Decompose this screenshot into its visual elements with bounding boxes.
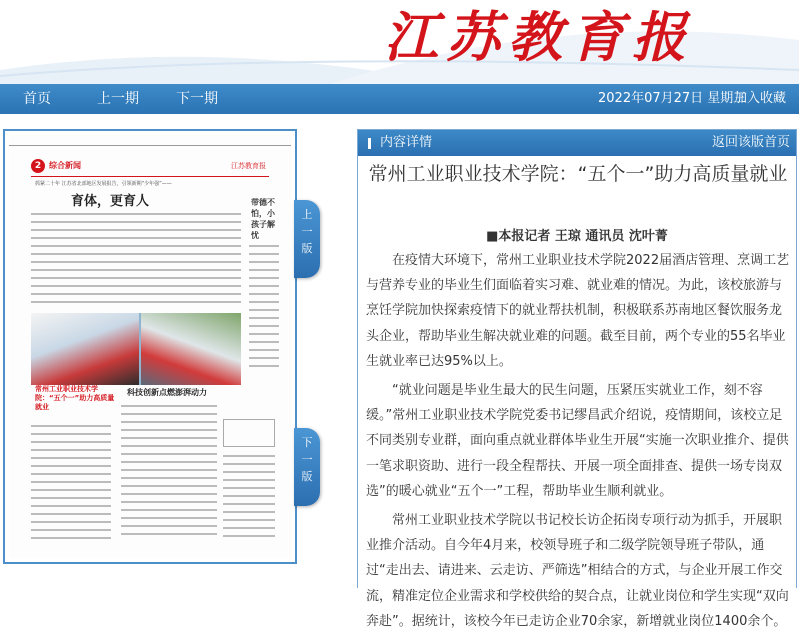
- thumb-text-line: [249, 365, 279, 367]
- thumb-text-line: [31, 301, 241, 303]
- thumb-text-line: [223, 487, 275, 489]
- thumb-text-line: [121, 501, 217, 503]
- back-to-page-link[interactable]: 返回该版首页: [711, 135, 790, 150]
- thumb-text-line: [121, 413, 217, 415]
- thumb-kicker: 抓紧二十年 江苏省北部地区发展报告，引领新期“少年强”——: [35, 181, 172, 187]
- thumb-text-line: [31, 269, 241, 271]
- thumb-text-line: [31, 505, 111, 507]
- thumb-box-item[interactable]: [223, 419, 275, 447]
- thumb-text-line: [121, 469, 217, 471]
- thumb-text-line: [249, 293, 279, 295]
- content-header-bar: [358, 130, 796, 156]
- thumb-text-line: [31, 497, 111, 499]
- section-number-badge: 2: [31, 159, 45, 173]
- thumb-photo[interactable]: [31, 313, 241, 385]
- content-bar-label: 内容详情: [380, 135, 433, 150]
- masthead: [0, 0, 799, 84]
- thumb-text-line: [31, 513, 111, 515]
- thumb-headline[interactable]: 育体，更育人: [71, 194, 150, 209]
- article-content-panel: [357, 129, 797, 629]
- thumb-text-line: [31, 253, 241, 255]
- thumb-text-line: [249, 277, 279, 279]
- thumb-side-headline[interactable]: 带德不怕，小孩子解忧: [251, 198, 275, 240]
- thumb-text-line: [121, 405, 217, 407]
- thumb-text-line: [31, 521, 111, 523]
- issue-date: 2022年07月27日 星期三: [598, 91, 747, 106]
- thumb-rule: [9, 145, 291, 146]
- prev-page-tab-char: 上: [301, 208, 313, 221]
- thumb-text-line: [31, 433, 111, 435]
- section-paper-name: 江苏教育报: [231, 162, 266, 170]
- thumb-text-line: [249, 357, 279, 359]
- next-page-tab-char: 一: [301, 453, 313, 466]
- thumb-text-line: [223, 471, 275, 473]
- thumb-text-line: [249, 301, 279, 303]
- thumb-text-line: [31, 293, 241, 295]
- thumb-text-line: [121, 437, 217, 439]
- thumb-text-line: [31, 229, 241, 231]
- thumb-text-line: [223, 519, 275, 521]
- thumb-text-line: [223, 503, 275, 505]
- nav-home-link[interactable]: 首页: [23, 91, 51, 107]
- thumb-text-line: [249, 333, 279, 335]
- thumb-text-line: [249, 261, 279, 263]
- thumb-text-line: [249, 285, 279, 287]
- thumb-text-line: [31, 245, 241, 247]
- thumb-text-line: [31, 425, 111, 427]
- thumb-text-line: [31, 457, 111, 459]
- thumb-text-line: [121, 525, 217, 527]
- thumb-sub-story-1[interactable]: 常州工业职业技术学院：“五个一”助力高质量就业: [35, 385, 115, 411]
- article-byline: ■本报记者 王琼 通讯员 沈叶菁: [486, 229, 668, 244]
- article-paragraph: “就业问题是毕业生最大的民生问题，压紧压实就业工作，刻不容缓。”常州工业职业技术学院党委书记缪昌武介绍说，疫情期间，该校立足不同类别专业群，面向重点就业群体毕业生开展“实施一次职业推介、提供一笔求职资助、进行一段全程帮扶、开展一项全面排查、提供一场专岗双选”的暖心就业“五个一”工程，帮助毕业生顺利就业。: [366, 383, 789, 499]
- page-preview-panel: [3, 129, 297, 564]
- thumb-text-line: [249, 309, 279, 311]
- thumb-text-line: [31, 481, 111, 483]
- thumb-text-line: [31, 473, 111, 475]
- add-favorite-link[interactable]: 加入收藏: [734, 91, 787, 106]
- thumb-top-rule: [31, 176, 269, 177]
- thumb-text-line: [249, 349, 279, 351]
- prev-page-tab-char: 版: [301, 242, 313, 255]
- thumb-text-line: [121, 429, 217, 431]
- next-page-tab-char: 下: [301, 436, 313, 449]
- thumb-text-line: [121, 477, 217, 479]
- prev-page-tab[interactable]: [294, 200, 320, 278]
- thumb-text-line: [223, 455, 275, 457]
- thumb-text-line: [31, 261, 241, 263]
- thumb-text-line: [121, 509, 217, 511]
- thumb-text-line: [31, 449, 111, 451]
- thumb-text-line: [223, 479, 275, 481]
- thumb-text-line: [31, 529, 111, 531]
- thumb-text-line: [249, 269, 279, 271]
- thumb-text-line: [121, 421, 217, 423]
- article-paragraph: 在疫情大环境下，常州工业职业技术学院2022届酒店管理、烹调工艺与营养专业的毕业生们面临着实习难、就业难的情况。为此，该校旅游与烹饪学院加快探索疫情下的就业帮扶机制，积极联系苏南地区餐饮服务龙头企业，帮助毕业生解决就业难的问题。截至目前，两个专业的55名毕业生就业率已达95%以上。: [366, 253, 790, 369]
- thumb-text-line: [121, 533, 217, 535]
- thumb-text-line: [249, 317, 279, 319]
- thumb-text-line: [249, 253, 279, 255]
- thumb-text-line: [223, 495, 275, 497]
- thumb-text-line: [31, 277, 241, 279]
- thumb-text-line: [223, 511, 275, 513]
- thumb-text-line: [249, 341, 279, 343]
- thumb-text-line: [249, 325, 279, 327]
- article-paragraph: 常州工业职业技术学院以书记校长访企拓岗专项行动为抓手，开展职业推介活动。自今年4月来，校领导班子和二级学院领导班子带队，通过“走出去、请进来、云走访、严筛选”相结合的方式，与企业开展工作交流，精准定位企业需求和学校供给的契合点，让就业岗位和学生实现“双向奔赴”。据统计，该校今年已走访企业70余家，新增就业岗位1400余个。: [366, 513, 789, 629]
- nav-prev-issue-link[interactable]: 上一期: [97, 91, 139, 107]
- thumb-text-line: [121, 493, 217, 495]
- next-page-tab[interactable]: [294, 428, 320, 506]
- thumb-text-line: [223, 527, 275, 529]
- thumb-text-line: [31, 465, 111, 467]
- thumb-text-line: [249, 245, 279, 247]
- thumb-text-line: [121, 453, 217, 455]
- thumb-text-line: [121, 517, 217, 519]
- thumb-photo-left: [31, 313, 139, 385]
- bar-marker-icon: [368, 138, 371, 149]
- thumb-text-line: [31, 285, 241, 287]
- thumb-text-line: [31, 489, 111, 491]
- article-title: 常州工业职业技术学院：“五个一”助力高质量就业: [368, 163, 788, 185]
- article-body: [366, 248, 790, 638]
- newspaper-logo: 江苏教育报: [384, 5, 694, 69]
- thumb-text-line: [121, 485, 217, 487]
- thumb-text-line: [121, 461, 217, 463]
- nav-bar: [0, 84, 799, 114]
- thumb-text-line: [31, 221, 241, 223]
- prev-page-tab-char: 一: [301, 225, 313, 238]
- thumb-text-line: [121, 445, 217, 447]
- thumb-sub-story-2[interactable]: 科技创新点燃澎湃动力: [127, 388, 207, 397]
- thumb-text-line: [223, 463, 275, 465]
- thumb-text-line: [223, 535, 275, 537]
- page-thumbnail[interactable]: [9, 135, 291, 558]
- thumb-text-line: [31, 213, 241, 215]
- next-page-tab-char: 版: [301, 470, 313, 483]
- nav-next-issue-link[interactable]: 下一期: [176, 91, 218, 107]
- thumb-text-line: [31, 441, 111, 443]
- thumb-text-line: [31, 237, 241, 239]
- thumb-photo-right: [141, 313, 241, 385]
- section-name: 综合新闻: [49, 161, 81, 170]
- thumb-text-line: [31, 537, 111, 539]
